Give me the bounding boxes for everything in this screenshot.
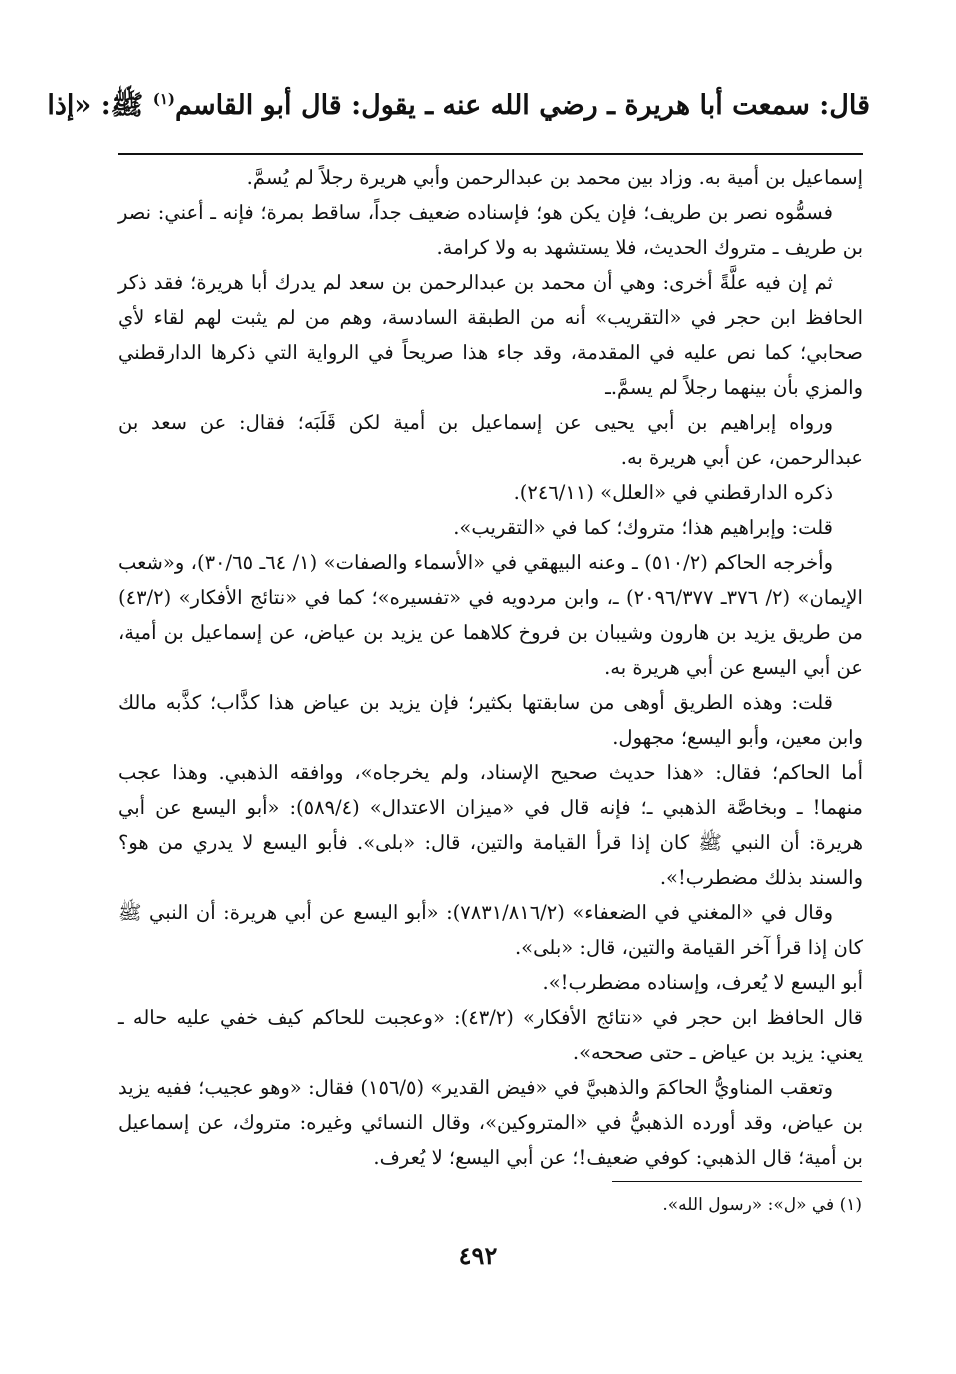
paragraph: أبو اليسع لا يُعرف، وإسناده مضطرب!». [542,971,863,994]
footnote-reference: (١) [152,90,175,108]
footnote-rule [612,1181,862,1182]
header-line [47,72,870,133]
paragraph: فسمُّوه نصر بن طريف؛ فإن يكن هو؛ فإسناده ضعيف جداً، ساقط بمرة؛ فإنه ـ أعني: نصر بن طريف ـ متروك الحديث، فلا يستشهد به ولا كرامة. [118,201,863,259]
paragraph: قلت: وهذه الطريق أوهى من سابقتها بكثير؛ فإن يزيد بن عياض هذا كذَّاب؛ كذَّبه مالك وابن معين، وأبو اليسع؛ مجهول. [118,691,863,749]
paragraph: ثم إن فيه علَّةً أخرى: وهي أن محمد بن عبدالرحمن بن سعد لم يدرك أبا هريرة؛ فقد ذكر الحافظ ابن حجر في «التقريب» أنه من الطبقة السادسة، وهم من لم يثبت لهم لقاء لأي صحابي؛ كما نص عليه في المقدمة، وقد جاء هذا صريحاً في الرواية التي ذكرها الدارقطني والمزي بأن بينهما رجلاً لم يسمَّ.ـ [118,271,863,399]
separator-rule [118,153,863,155]
page-number: ٤٩٢ [458,1241,498,1270]
paragraph: ذكره الدارقطني في «العلل» (٢٤٦/١١). [513,481,833,504]
paragraph: إسماعيل بن أمية به. وزاد بين محمد بن عبدالرحمن وأبي هريرة رجلاً لم يُسمَّ. [246,166,863,189]
paragraph: أما الحاكم؛ فقال: «هذا حديث صحيح الإسناد، ولم يخرجاه»، ووافقه الذهبي. وهذا عجب منهما! ـ وبخاصَّة الذهبي ـ؛ فإنه قال في «ميزان الاعتدال» (٥٨٩/٤): «أبو اليسع عن أبي هريرة: أن النبي ﷺ كان إذا قرأ القيامة والتين، قال: «بلى». فأبو اليسع لا يدري من هو؟ والسند بذلك مضطرب!». [118,761,863,889]
header-end: ﷺ: «إذا [47,90,144,121]
body-text [118,160,863,1175]
paragraph: قال الحافظ ابن حجر في «نتائج الأفكار» (٤٣/٢): «وعجبت للحاكم كيف خفي عليه حاله ـ يعني: يزيد بن عياض ـ حتى صححه». [118,1006,863,1064]
footnote: (١) في «ل»: «رسول الله». [662,1195,862,1215]
paragraph: قلت: وإبراهيم هذا؛ متروك؛ كما في «التقريب». [453,516,833,539]
paragraph: ورواه إبراهيم بن أبي يحيى عن إسماعيل بن أمية لكن قَلَبَه؛ فقال: عن سعد بن عبدالرحمن، عن أبي هريرة به. [118,411,863,469]
paragraph: وتعقب المناويُّ الحاكمَ والذهبيَّ في «فيض القدير» (١٥٦/٥) فقال: «وهو عجيب؛ ففيه يزيد بن عياض، وقد أورده الذهبيُّ في «المتروكين»، وقال النسائي وغيره: متروك، عن إسماعيل بن أمية؛ قال الذهبي: كوفي ضعيف!؛ عن أبي اليسع؛ لا يُعرف. [118,1076,863,1169]
header-text: قال: سمعت أبا هريرة ـ رضي الله عنه ـ يقول: قال أبو القاسم [174,90,870,121]
paragraph: وأخرجه الحاكم (٥١٠/٢) ـ وعنه البيهقي في «الأسماء والصفات» (١/ ٦٤ـ ٣٠/٦٥)، و«شعب الإيمان» (٢/ ٣٧٦ـ ٢٠٩٦/٣٧٧) ـ، وابن مردويه في «تفسيره»؛ كما في «نتائج الأفكار» (٤٣/٢) من طريق يزيد بن هارون وشيبان بن فروخ كلاهما عن يزيد بن عياض، عن إسماعيل بن أمية، عن أبي اليسع عن أبي هريرة به. [118,551,863,679]
paragraph: وقال في «المغني في الضعفاء» (٧٨٣١/٨١٦/٢): «أبو اليسع عن أبي هريرة: أن النبي ﷺ كان إذا قرأ آخر القيامة والتين، قال: «بلى». [118,901,863,959]
